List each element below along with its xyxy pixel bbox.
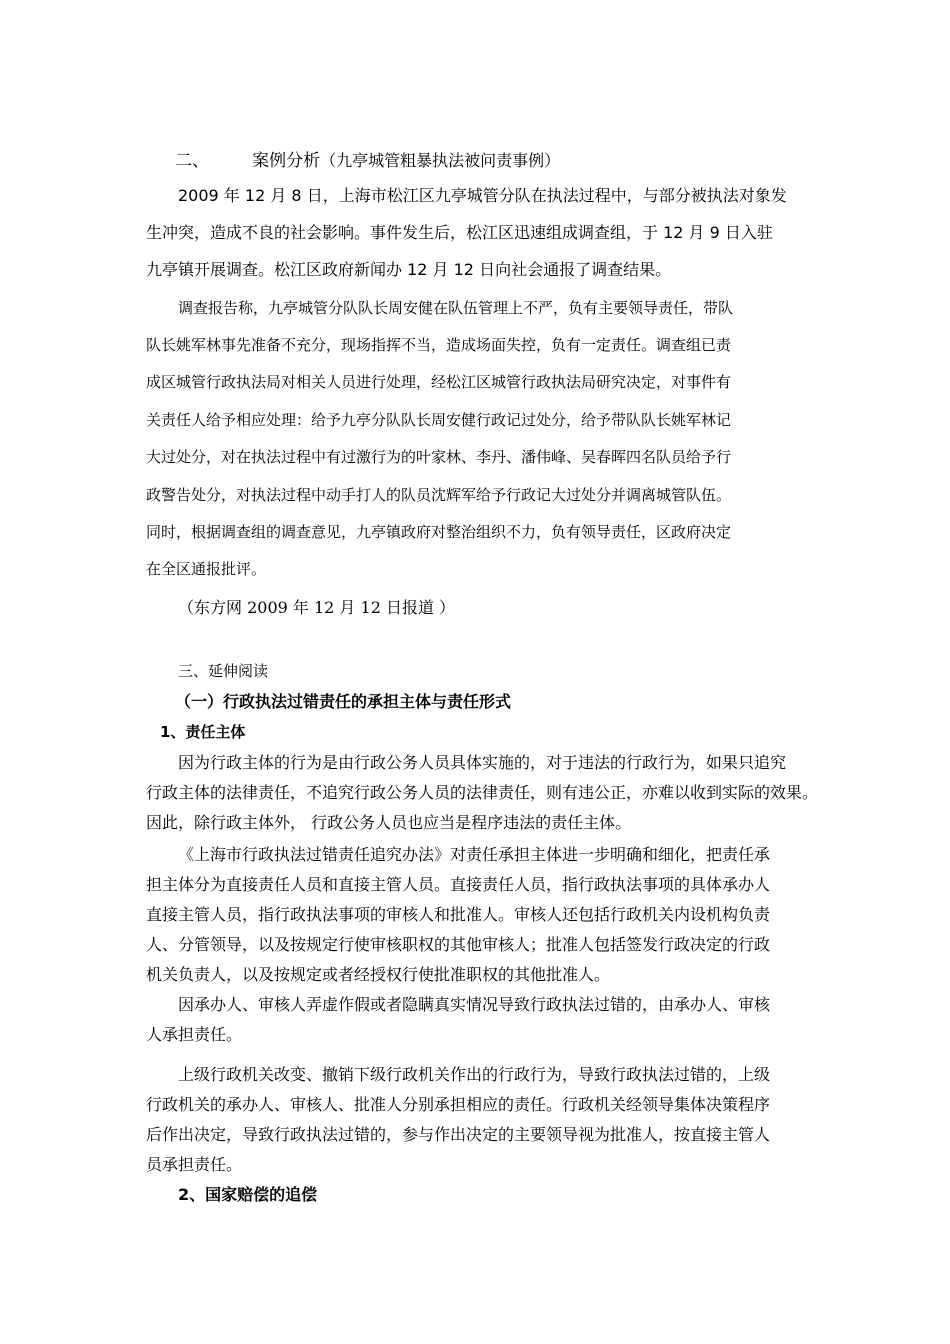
item2-heading: 2、国家赔偿的追偿 bbox=[178, 1185, 318, 1204]
case-p2-line8: 在全区通报批评。 bbox=[146, 560, 267, 578]
item1-heading: 1、责任主体 bbox=[160, 723, 246, 741]
case-source: （东方网 2009 年 12 月 12 日报道 ） bbox=[178, 598, 456, 617]
section-number: 二、 bbox=[175, 151, 209, 171]
case-p2-line3: 成区城管行政执法局对相关人员进行处理，经松江区城管行政执法局研究决定，对事件有 bbox=[146, 373, 732, 391]
case-p2-line1: 调查报告称，九亭城管分队队长周安健在队伍管理上不严，负有主要领导责任，带队 bbox=[178, 299, 734, 317]
section-heading: 案例分析 bbox=[252, 151, 321, 171]
item1-p1-line2: 行政主体的法律责任，不追究行政公务人员的法律责任，则有违公正，亦难以收到实际的效果。 bbox=[146, 783, 819, 802]
item1-p1-line3: 因此，除行政主体外， 行政公务人员也应当是程序违法的责任主体。 bbox=[146, 813, 632, 832]
case-p2-line4: 关责任人给予相应处理：给予九亭分队队长周安健行政记过处分，给予带队队长姚军林记 bbox=[146, 411, 732, 429]
item1-p3-line1: 因承办人、审核人弄虚作假或者隐瞒真实情况导致行政执法过错的，由承办人、审核 bbox=[178, 995, 771, 1014]
item1-p4-line2: 行政机关的承办人、审核人、批准人分别承担相应的责任。行政机关经领导集体决策程序 bbox=[146, 1095, 771, 1114]
section-title bbox=[175, 153, 560, 170]
item1-p2-line5: 机关负责人，以及按规定或者经授权行使批准职权的其他批准人。 bbox=[146, 965, 611, 984]
item1-p2-line1: 《上海市行政执法过错责任追究办法》对责任承担主体进一步明确和细化，把责任承 bbox=[178, 845, 771, 864]
item1-p2-line3: 直接主管人员，指行政执法事项的审核人和批准人。审核人还包括行政机关内设机构负责 bbox=[146, 905, 771, 924]
case-p1-line3: 九亭镇开展调查。松江区政府新闻办 12 月 12 日向社会通报了调查结果。 bbox=[146, 260, 672, 279]
case-p2-line5: 大过处分，对在执法过程中有过激行为的叶家林、李丹、潘伟峰、吴春晖四名队员给予行 bbox=[146, 448, 732, 466]
section3-heading: 三、延伸阅读 bbox=[178, 662, 269, 680]
section-subtitle: （九亭城管粗暴执法被问责事例） bbox=[320, 151, 561, 170]
item1-p4-line1: 上级行政机关改变、撤销下级行政机关作出的行政行为，导致行政执法过错的，上级 bbox=[178, 1065, 771, 1084]
case-p2-line7: 同时，根据调查组的调查意见，九亭镇政府对整治组织不力，负有领导责任，区政府决定 bbox=[146, 523, 732, 541]
case-p2-line6: 政警告处分，对执法过程中动手打人的队员沈辉军给予行政记大过处分并调离城管队伍。 bbox=[146, 486, 732, 504]
item1-p4-line4: 员承担责任。 bbox=[146, 1155, 243, 1174]
item1-p2-line4: 人、分管领导，以及按规定行使审核职权的其他审核人；批准人包括签发行政决定的行政 bbox=[146, 935, 771, 954]
item1-p3-line2: 人承担责任。 bbox=[146, 1025, 243, 1044]
case-p1-line2: 生冲突，造成不良的社会影响。事件发生后，松江区迅速组成调查组，于 12 月 9 日入驻 bbox=[146, 223, 773, 242]
case-p2-line2: 队长姚军林事先准备不充分，现场指挥不当，造成场面失控，负有一定责任。调查组已责 bbox=[146, 336, 732, 354]
item1-p4-line3: 后作出决定，导致行政执法过错的，参与作出决定的主要领导视为批准人，按直接主管人 bbox=[146, 1125, 771, 1144]
item1-p2-line2: 担主体分为直接责任人员和直接主管人员。直接责任人员，指行政执法事项的具体承办人 bbox=[146, 875, 771, 894]
section3-subheading: （一）行政执法过错责任的承担主体与责任形式 bbox=[175, 692, 512, 711]
case-p1-line1: 2009 年 12 月 8 日，上海市松江区九亭城管分队在执法过程中，与部分被执法对象发 bbox=[178, 186, 787, 205]
item1-p1-line1: 因为行政主体的行为是由行政公务人员具体实施的，对于违法的行政行为，如果只追究 bbox=[178, 753, 787, 772]
